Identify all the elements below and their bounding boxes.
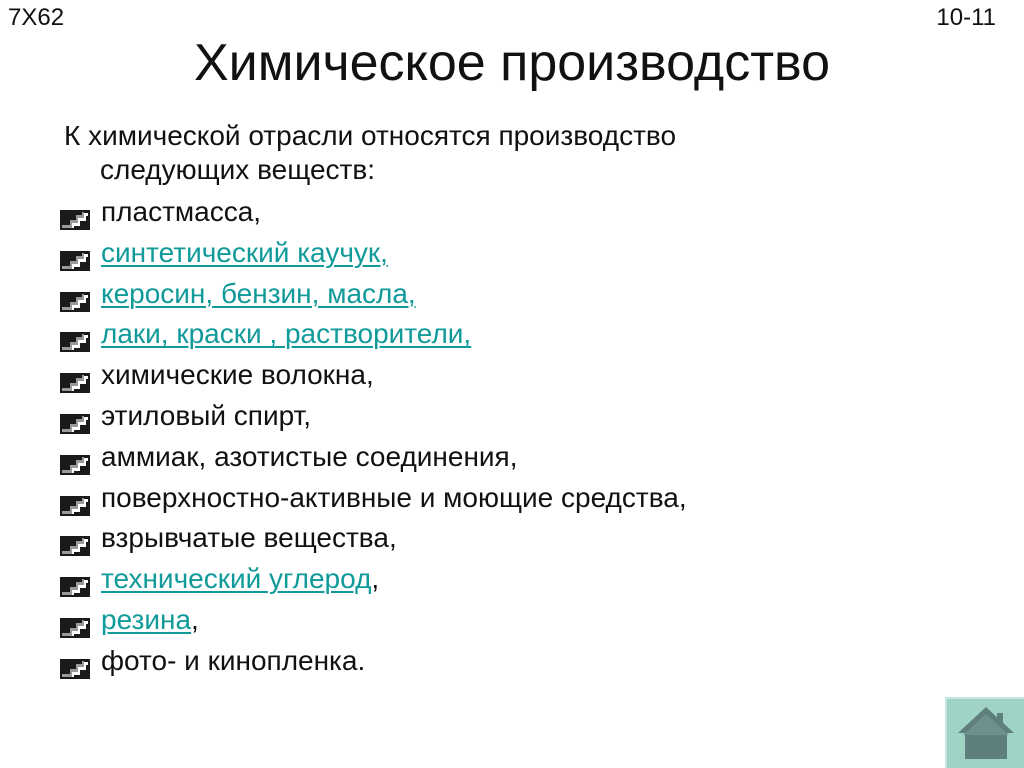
item-link[interactable]: технический углерод bbox=[101, 563, 372, 595]
intro-line-1: К химической отрасли относятся производство bbox=[64, 120, 677, 151]
list-item bbox=[60, 559, 687, 600]
item-link[interactable]: резина bbox=[101, 603, 192, 635]
intro-line-2: следующих веществ: bbox=[100, 154, 375, 185]
stair-bullet-icon bbox=[60, 323, 90, 343]
list-item bbox=[60, 437, 687, 478]
stair-bullet-icon bbox=[60, 609, 90, 629]
stair-bullet-icon bbox=[60, 242, 90, 262]
stair-bullet-icon bbox=[60, 446, 90, 466]
list-item bbox=[60, 641, 687, 682]
item-text: химические волокна, bbox=[101, 359, 374, 391]
item-text: взрывчатые вещества, bbox=[101, 522, 397, 554]
stair-bullet-icon bbox=[60, 405, 90, 425]
item-punctuation: , bbox=[371, 563, 380, 595]
stair-bullet-icon bbox=[60, 487, 90, 507]
slide-code: 7X62 bbox=[8, 4, 65, 31]
list-item bbox=[60, 600, 687, 641]
list-item bbox=[60, 396, 687, 437]
stair-bullet-icon bbox=[60, 568, 90, 588]
item-punctuation: , bbox=[191, 603, 199, 635]
item-link[interactable]: синтетический каучук, bbox=[101, 236, 388, 268]
stair-bullet-icon bbox=[60, 283, 90, 303]
substance-list bbox=[60, 192, 687, 682]
stair-bullet-icon bbox=[60, 650, 90, 670]
item-text: пластмасса, bbox=[101, 196, 262, 227]
list-item bbox=[60, 314, 687, 355]
item-link[interactable]: лаки, краски , растворители, bbox=[101, 318, 472, 350]
home-button[interactable] bbox=[945, 697, 1024, 768]
item-text: поверхностно-активные и моющие средства, bbox=[101, 481, 687, 513]
intro-text bbox=[64, 119, 964, 187]
list-item bbox=[60, 274, 687, 315]
list-item bbox=[60, 478, 687, 519]
item-text: аммиак, азотистые соединения, bbox=[101, 440, 518, 472]
stair-bullet-icon bbox=[60, 364, 90, 384]
home-icon bbox=[957, 705, 1015, 761]
list-item bbox=[60, 192, 687, 233]
item-link[interactable]: керосин, бензин, масла, bbox=[101, 277, 416, 309]
list-item bbox=[60, 233, 687, 274]
stair-bullet-icon bbox=[60, 201, 90, 221]
list-item bbox=[60, 518, 687, 559]
item-text: фото- и кинопленка. bbox=[101, 644, 366, 676]
stair-bullet-icon bbox=[60, 527, 90, 547]
list-item bbox=[60, 355, 687, 396]
page-title: Химическое производство bbox=[194, 34, 830, 92]
grade-label: 10-11 bbox=[936, 4, 996, 31]
item-text: этиловый спирт, bbox=[101, 399, 312, 431]
